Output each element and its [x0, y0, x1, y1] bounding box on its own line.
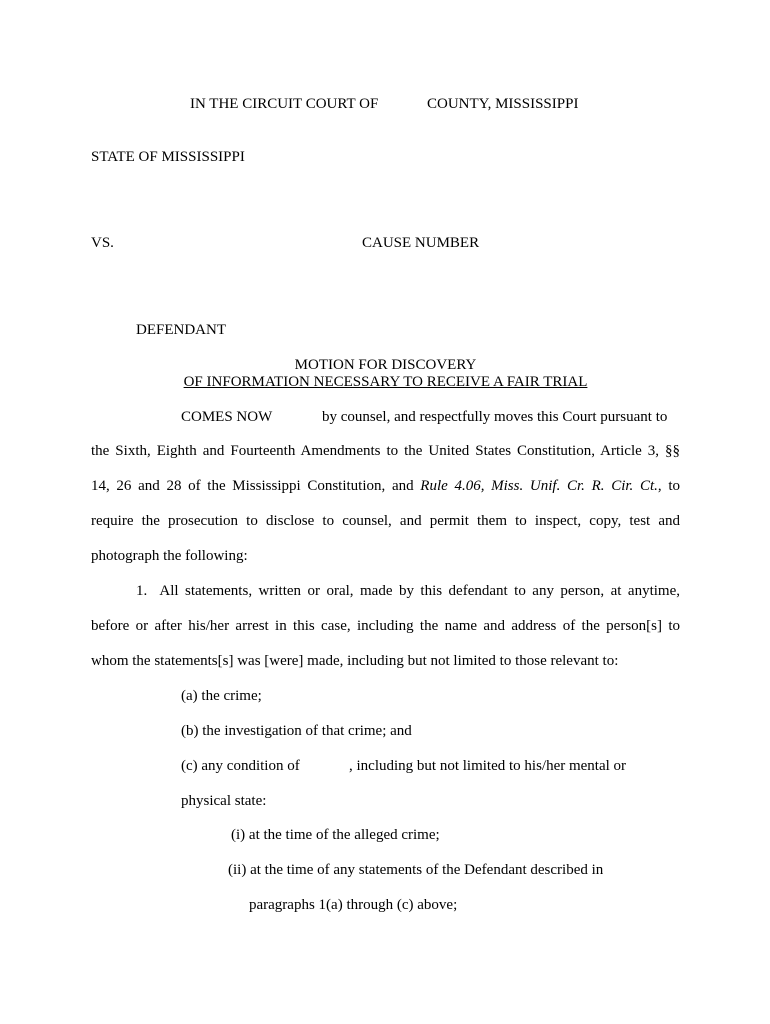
rule-citation: Rule 4.06, Miss. Unif. Cr. R. Cir. Ct.	[420, 478, 658, 494]
intro-line-4	[91, 512, 680, 530]
subitem-i: (i) at the time of the alleged crime;	[231, 827, 440, 843]
subitem-ii-line-2: paragraphs 1(a) through (c) above;	[249, 897, 458, 913]
subitem-c-part-2: , including but not limited to his/her mental or	[349, 758, 627, 774]
motion-subtitle-wrap	[91, 373, 680, 391]
intro-line-5: photograph the following:	[91, 548, 248, 564]
subitem-c-part-1: (c) any condition of	[181, 758, 300, 774]
item-1-line-2-text: before or after his/her arrest in this case, including the name and address of the person[s] to	[91, 618, 680, 634]
intro-line-1: by counsel, and respectfully moves this Court pursuant to	[322, 409, 668, 425]
court-name-right: COUNTY, MISSISSIPPI	[427, 96, 579, 112]
intro-line-3-b: , to	[657, 478, 681, 494]
intro-line-3	[91, 477, 680, 495]
versus-label: VS.	[91, 235, 114, 251]
subitem-c-line-2: physical state:	[181, 793, 267, 809]
item-1-line-2	[91, 617, 680, 635]
subitem-ii: (ii) at the time of any statements of the Defendant described in	[228, 862, 604, 878]
motion-subtitle: OF INFORMATION NECESSARY TO RECEIVE A FAIR TRIAL	[183, 374, 588, 390]
cause-number-label: CAUSE NUMBER	[362, 235, 480, 251]
item-1-line-1	[136, 582, 680, 600]
motion-title: MOTION FOR DISCOVERY	[294, 357, 477, 373]
intro-line-3-a: 14, 26 and 28 of the Mississippi Constitution, and	[91, 478, 414, 494]
plaintiff-name: STATE OF MISSISSIPPI	[91, 149, 245, 165]
subitem-b: (b) the investigation of that crime; and	[181, 723, 412, 739]
defendant-label: DEFENDANT	[136, 322, 226, 338]
intro-line-2-text: the Sixth, Eighth and Fourteenth Amendments to the United States Constitution, Article 3, §§	[91, 443, 680, 459]
court-name-left: IN THE CIRCUIT COURT OF	[190, 96, 379, 112]
intro-line-4-text: require the prosecution to disclose to counsel, and permit them to inspect, copy, test and	[91, 513, 680, 529]
item-1-line-1-text: 1. All statements, written or oral, made by this defendant to any person, at anytime,	[136, 583, 680, 599]
comes-now: COMES NOW	[181, 409, 273, 425]
intro-line-2	[91, 442, 680, 460]
subitem-a: (a) the crime;	[181, 688, 262, 704]
item-1-line-3: whom the statements[s] was [were] made, including but not limited to those relevant to:	[91, 653, 619, 669]
